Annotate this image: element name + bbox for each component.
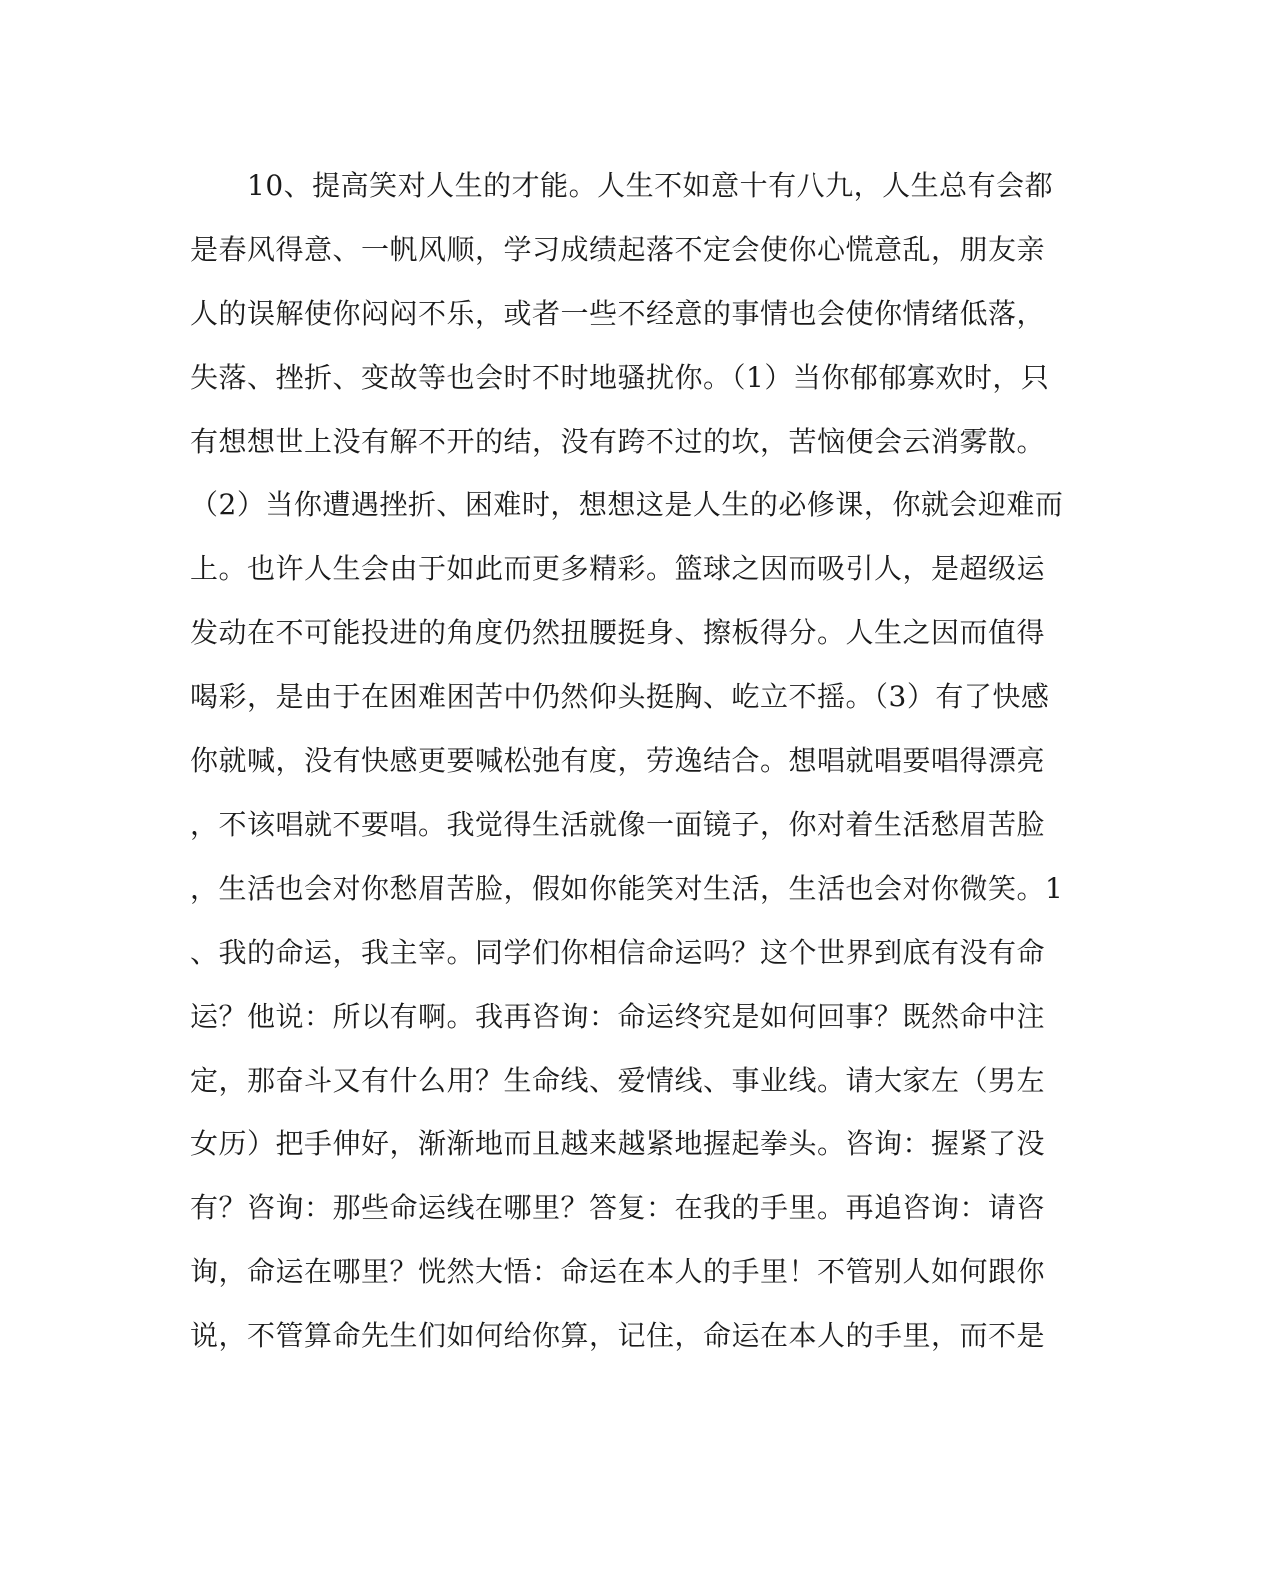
text-line: 女历）把手伸好，渐渐地而且越来越紧地握起拳头。咨询：握紧了没 bbox=[190, 1127, 1046, 1160]
text-line: （2）当你遭遇挫折、困难时，想想这是人生的必修课，你就会迎难而 bbox=[190, 488, 1064, 521]
text-line: 上。也许人生会由于如此而更多精彩。篮球之因而吸引人，是超级运 bbox=[190, 552, 1046, 585]
text-line: 有想想世上没有解不开的结，没有跨不过的坎，苦恼便会云消雾散。 bbox=[190, 425, 1046, 458]
text-line: 失落、挫折、变故等也会时不时地骚扰你。（1）当你郁郁寡欢时，只 bbox=[190, 361, 1050, 394]
text-line: 你就喊，没有快感更要喊松弛有度，劳逸结合。想唱就唱要唱得漂亮 bbox=[190, 744, 1046, 777]
text-line: 有？咨询：那些命运线在哪里？答复：在我的手里。再追咨询：请咨 bbox=[190, 1191, 1046, 1224]
text-line: 发动在不可能投进的角度仍然扭腰挺身、擦板得分。人生之因而值得 bbox=[190, 616, 1046, 649]
text-line: 定，那奋斗又有什么用？生命线、爱情线、事业线。请大家左（男左 bbox=[190, 1064, 1046, 1097]
text-line: 喝彩，是由于在困难困苦中仍然仰头挺胸、屹立不摇。（3）有了快感 bbox=[190, 680, 1050, 713]
text-line: 询，命运在哪里？恍然大悟：命运在本人的手里！不管别人如何跟你 bbox=[190, 1255, 1046, 1288]
text-line: 运？他说：所以有啊。我再咨询：命运终究是如何回事？既然命中注 bbox=[190, 1000, 1046, 1033]
text-line: ，生活也会对你愁眉苦脸，假如你能笑对生活，生活也会对你微笑。1 bbox=[190, 872, 1064, 905]
text-line: ，不该唱就不要唱。我觉得生活就像一面镜子，你对着生活愁眉苦脸 bbox=[190, 808, 1046, 841]
text-line: 、我的命运，我主宰。同学们你相信命运吗？这个世界到底有没有命 bbox=[190, 936, 1046, 969]
text-line: 10、提高笑对人生的才能。人生不如意十有八九，人生总有会都 bbox=[190, 169, 1054, 202]
text-line: 说，不管算命先生们如何给你算，记住，命运在本人的手里，而不是 bbox=[190, 1319, 1046, 1352]
text-line: 是春风得意、一帆风顺，学习成绩起落不定会使你心慌意乱，朋友亲 bbox=[190, 233, 1046, 266]
text-line: 人的误解使你闷闷不乐，或者一些不经意的事情也会使你情绪低落， bbox=[190, 297, 1046, 330]
